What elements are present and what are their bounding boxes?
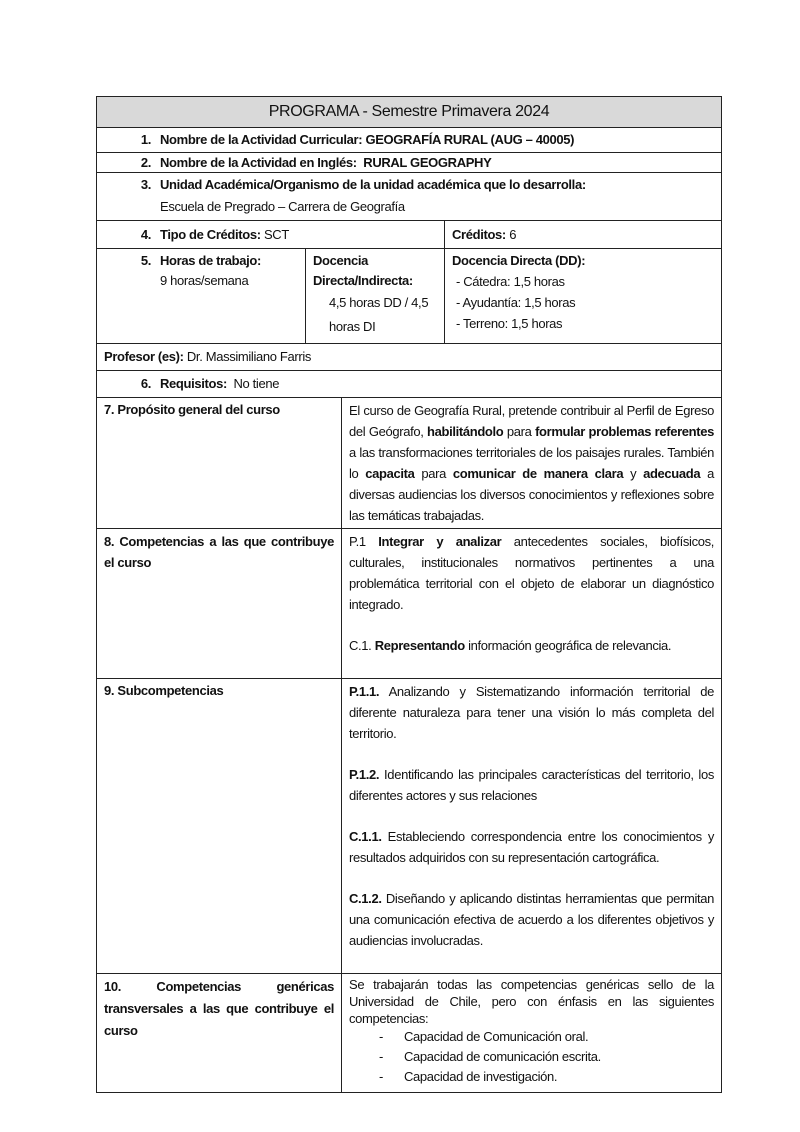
field-value: 6 — [509, 227, 517, 242]
text-segment: y — [623, 466, 644, 481]
field-value: Dr. Massimiliano Farris — [186, 349, 312, 364]
field-label: Nombre de la Actividad Curricular: — [160, 132, 363, 147]
field-label: Nombre de la Actividad en Inglés: — [160, 155, 357, 170]
field-label: Horas de trabajo: — [160, 253, 261, 268]
bold-text-segment: capacita — [365, 466, 415, 481]
text-segment: Diseñando y aplicando distintas herramientas que permitan una comunicación efectiva de acuerdo a los diferentes objetivos y audiencias involucradas. — [349, 891, 715, 948]
list-item: - Capacidad de Comunicación oral. — [379, 1029, 589, 1044]
item-number: 5. — [140, 253, 151, 268]
row-credits — [445, 221, 722, 249]
bold-text-segment: formular problemas referentes — [535, 424, 715, 439]
list-item: - Capacidad de comunicación escrita. — [379, 1049, 601, 1064]
list-item: - Ayudantía: 1,5 horas — [456, 295, 576, 310]
paragraph — [349, 681, 714, 744]
section-label: 9. Subcompetencias — [104, 683, 224, 698]
field-value: 4,5 horas DD / 4,5 horas DI — [329, 295, 429, 334]
generic-competencies-label-cell — [97, 974, 342, 1093]
field-value: 9 horas/semana — [160, 273, 249, 288]
field-value: No tiene — [233, 376, 280, 391]
item-number: 1. — [140, 132, 151, 147]
section-label: 7. Propósito general del curso — [104, 402, 280, 417]
bold-text-segment: comunicar de manera clara — [452, 466, 624, 481]
paragraph — [349, 764, 714, 806]
field-label: Requisitos: — [160, 376, 227, 391]
text-segment: antecedentes sociales, biofísicos, culturales, institucionales normativos pertinentes a una problemática territorial con el objeto de elaborar un diagnóstico integrado. — [349, 534, 715, 612]
item-number: 3. — [140, 177, 151, 192]
field-value: RURAL GEOGRAPHY — [363, 155, 492, 170]
competencies-text — [342, 529, 722, 679]
field-label: Docencia Directa/Indirecta: — [313, 253, 413, 288]
row-requirements — [97, 371, 722, 398]
item-number: 2. — [140, 155, 151, 170]
paragraph — [349, 531, 714, 615]
generic-competencies-cell — [342, 974, 722, 1093]
section-label: 10. Competencias genéricas transversales a las que contribuye el curso — [104, 979, 334, 1038]
field-label: Profesor (es): — [104, 349, 184, 364]
field-value: GEOGRAFÍA RURAL (AUG – 40005) — [365, 132, 575, 147]
field-label: Unidad Académica/Organismo de la unidad académica que lo desarrolla: — [160, 177, 586, 192]
row-credit-type — [97, 221, 445, 249]
text-segment: El curso de Geografía Rural, pretende contribuir al Perfil de Egreso del Geógrafo, — [349, 403, 715, 439]
text-segment: Estableciendo correspondencia entre los conocimientos y resultados adquiridos con su representación cartográfica. — [349, 829, 715, 865]
row-english-name — [97, 153, 722, 173]
text-segment: para — [503, 424, 536, 439]
bold-text-segment: Integrar y analizar — [378, 534, 502, 549]
field-label: Tipo de Créditos: — [160, 227, 261, 242]
bold-text-segment: habilitándolo — [427, 424, 504, 439]
purpose-text — [342, 398, 722, 529]
bold-text-segment: C.1.1. — [349, 829, 382, 844]
list-item: - Cátedra: 1,5 horas — [456, 274, 565, 289]
section-label: 8. Competencias a las que contribuye el curso — [104, 534, 334, 570]
list-item-text: Capacidad de comunicación escrita. — [404, 1049, 601, 1064]
direct-indirect-cell — [306, 249, 445, 344]
row-academic-unit — [97, 173, 722, 221]
bold-text-segment: adecuada — [643, 466, 701, 481]
list-item: - Terreno: 1,5 horas — [456, 316, 563, 331]
list-item-text: Capacidad de investigación. — [404, 1069, 558, 1084]
program-title: PROGRAMA - Semestre Primavera 2024 — [97, 97, 722, 128]
field-label: Créditos: — [452, 227, 506, 242]
bold-text-segment: Representando — [374, 638, 465, 653]
text-segment: información geográfica de relevancia. — [464, 638, 672, 653]
paragraph — [349, 888, 714, 951]
text-segment: a diversas audiencias los diversos conocimientos y reflexiones sobre las temáticas trabajadas. — [349, 466, 715, 523]
text-segment: C.1. — [349, 638, 375, 653]
item-number: 4. — [140, 227, 151, 242]
list-item-text: Capacidad de Comunicación oral. — [404, 1029, 589, 1044]
list-item: - Capacidad de investigación. — [379, 1069, 558, 1084]
field-label: Docencia Directa (DD): — [452, 253, 586, 268]
row-professor — [97, 344, 722, 371]
row-activity-name — [97, 128, 722, 153]
generic-competencies-intro: Se trabajarán todas las competencias genéricas sello de la Universidad de Chile, pero con énfasis en las siguientes competencias: — [349, 977, 715, 1026]
competencies-label-cell — [97, 529, 342, 679]
item-number: 6. — [140, 376, 151, 391]
field-value: Escuela de Pregrado – Carrera de Geografía — [160, 199, 405, 214]
text-segment: para — [414, 466, 453, 481]
subcompetencies-text — [342, 679, 722, 974]
purpose-label-cell — [97, 398, 342, 529]
bold-text-segment: P.1.2. — [349, 767, 380, 782]
paragraph — [349, 635, 714, 656]
text-segment: Identificando las principales características del territorio, los diferentes actores y sus relaciones — [349, 767, 715, 803]
bold-text-segment: P.1.1. — [349, 684, 380, 699]
program-table — [96, 96, 722, 1093]
work-hours-cell — [97, 249, 306, 344]
direct-teaching-cell — [445, 249, 722, 344]
text-segment: P.1 — [349, 534, 379, 549]
text-segment: a las transformaciones territoriales de los paisajes rurales. También lo — [349, 445, 715, 481]
subcompetencies-label-cell — [97, 679, 342, 974]
bold-text-segment: C.1.2. — [349, 891, 382, 906]
field-value: SCT — [263, 227, 289, 242]
text-segment: Analizando y Sistematizando información territorial de diferente naturaleza para tener una visión lo más completa del territorio. — [349, 684, 715, 741]
paragraph — [349, 826, 714, 868]
